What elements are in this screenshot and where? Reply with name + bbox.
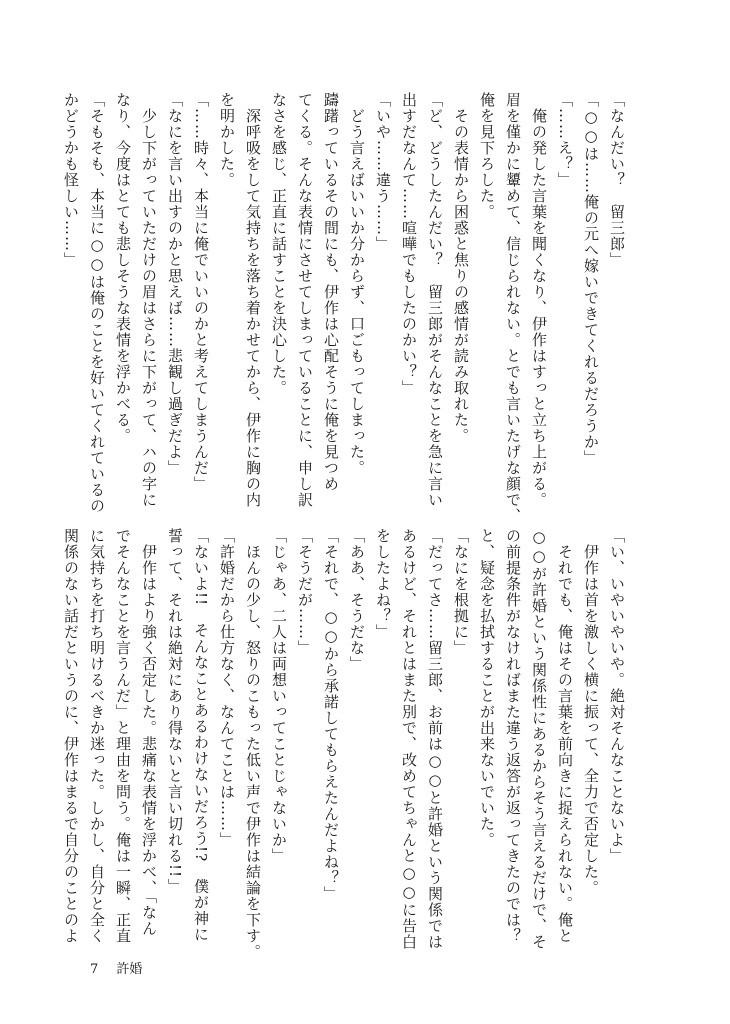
text-line: 「ど、どうしたんだい？ 留三郎がそんなことを急に言い <box>426 92 444 508</box>
text-line: 「なにを言い出すのかと思えば……悲観し過ぎだよ」 <box>166 92 184 476</box>
text-line: あるけど、それとはまた別で、改めてちゃんと○○に告白 <box>400 528 418 950</box>
text-line: 誓って、それは絶対にあり得ないと言い切れる!!」 <box>166 528 184 895</box>
page-footer <box>90 958 156 977</box>
text-line: 「じゃあ、二人は両想いってことじゃないか」 <box>270 528 288 864</box>
text-line: の前提条件がなければまた違う返答が返ってきたのでは？ <box>504 528 522 944</box>
text-line: てくる。そんな表情にさせてしまっていることに、申し訳 <box>296 92 314 508</box>
text-line: なさを感じ、正直に話すことを決心した。 <box>270 92 288 396</box>
text-line: それでも、俺はその言葉を前向きに捉えられない。俺と <box>556 528 574 944</box>
text-line: でそんなことを言うんだ」と理由を問う。俺は一瞬、正直 <box>114 528 132 944</box>
text-line: 「……時々、本当に俺でいいのかと考えてしまうんだ」 <box>192 92 210 492</box>
text-line: をしたよね？」 <box>374 528 392 640</box>
page-number: 7 <box>90 962 99 977</box>
running-title: 許婚 <box>116 962 143 977</box>
text-line: 「それで、○○から承諾してもらえたんだよね？」 <box>322 528 340 902</box>
text-line: 伊作はより強く否定した。悲痛な表情を浮かべ、「なん <box>140 528 158 937</box>
text-line: 伊作は首を激しく横に振って、全力で否定した。 <box>582 528 600 896</box>
text-block-bottom <box>62 528 630 960</box>
text-line: 俺の発した言葉を聞くなり、伊作はすっと立ち上がる。 <box>530 92 548 508</box>
text-line: その表情から困惑と焦りの感情が読み取れた。 <box>452 92 470 444</box>
text-line: 「そうだが……」 <box>296 528 314 656</box>
text-line: 出すだなんて……喧嘩でもしたのかい？」 <box>400 92 418 396</box>
text-line: 「なんだい？ 留三郎」 <box>608 92 626 268</box>
text-line: 「ああ、そうだな」 <box>348 528 366 672</box>
text-line: 「ないよ!! そんなことあるわけないだろう!? 僕が神に <box>192 528 210 943</box>
text-line: と、疑念を払拭することが出来ないでいた。 <box>478 528 496 848</box>
text-line: どう言えばいいか分からず、口ごもってしまった。 <box>348 92 366 476</box>
text-line: なり、今度はとても悲しそうな表情を浮かべる。 <box>114 92 132 444</box>
text-line: に気持ちを打ち明けるべきか迷った。しかし、自分と全く <box>88 528 106 944</box>
text-line: を明かした。 <box>218 92 236 188</box>
text-line: ○○が許婚という関係性にあるからそう言えるだけで、そ <box>530 528 548 950</box>
text-line: 少し下がっていただけの眉はさらに下がって、ハの字に <box>140 92 158 508</box>
text-line: 俺を見下ろした。 <box>478 92 496 220</box>
text-line: 「なにを根拠に」 <box>452 528 470 656</box>
text-line: 「○○は……俺の元へ嫁いできてくれるだろうか」 <box>582 92 600 466</box>
text-block-top <box>62 92 630 524</box>
text-line: かどうかも怪しい……」 <box>62 92 80 268</box>
text-line: ほんの少し、怒りのこもった低い声で伊作は結論を下す。 <box>244 528 262 960</box>
text-line: 「そもそも、本当に○○は俺のことを好いてくれているの <box>88 92 106 514</box>
text-line: 「いや……違う……」 <box>374 92 392 252</box>
text-line: 「だってさ……留三郎、お前は○○と許婚という関係では <box>426 528 444 950</box>
text-line: 躊躇っているその間にも、伊作は心配そうに俺を見つめ <box>322 92 340 492</box>
text-line: 深呼吸をして気持ちを落ち着かせてから、伊作に胸の内 <box>244 92 262 508</box>
text-line: 「許婚だから仕方なく、なんてことは……」 <box>218 528 236 848</box>
text-line: 眉を僅かに顰めて、信じられない。とでも言いたげな顔で、 <box>504 92 522 524</box>
text-line: 関係のない話だというのに、伊作はまるで自分のことのよ <box>62 528 80 944</box>
text-line: 「い、いやいやいや。絶対そんなことないよ」 <box>608 528 626 864</box>
text-line: 「……え？」 <box>556 92 574 188</box>
